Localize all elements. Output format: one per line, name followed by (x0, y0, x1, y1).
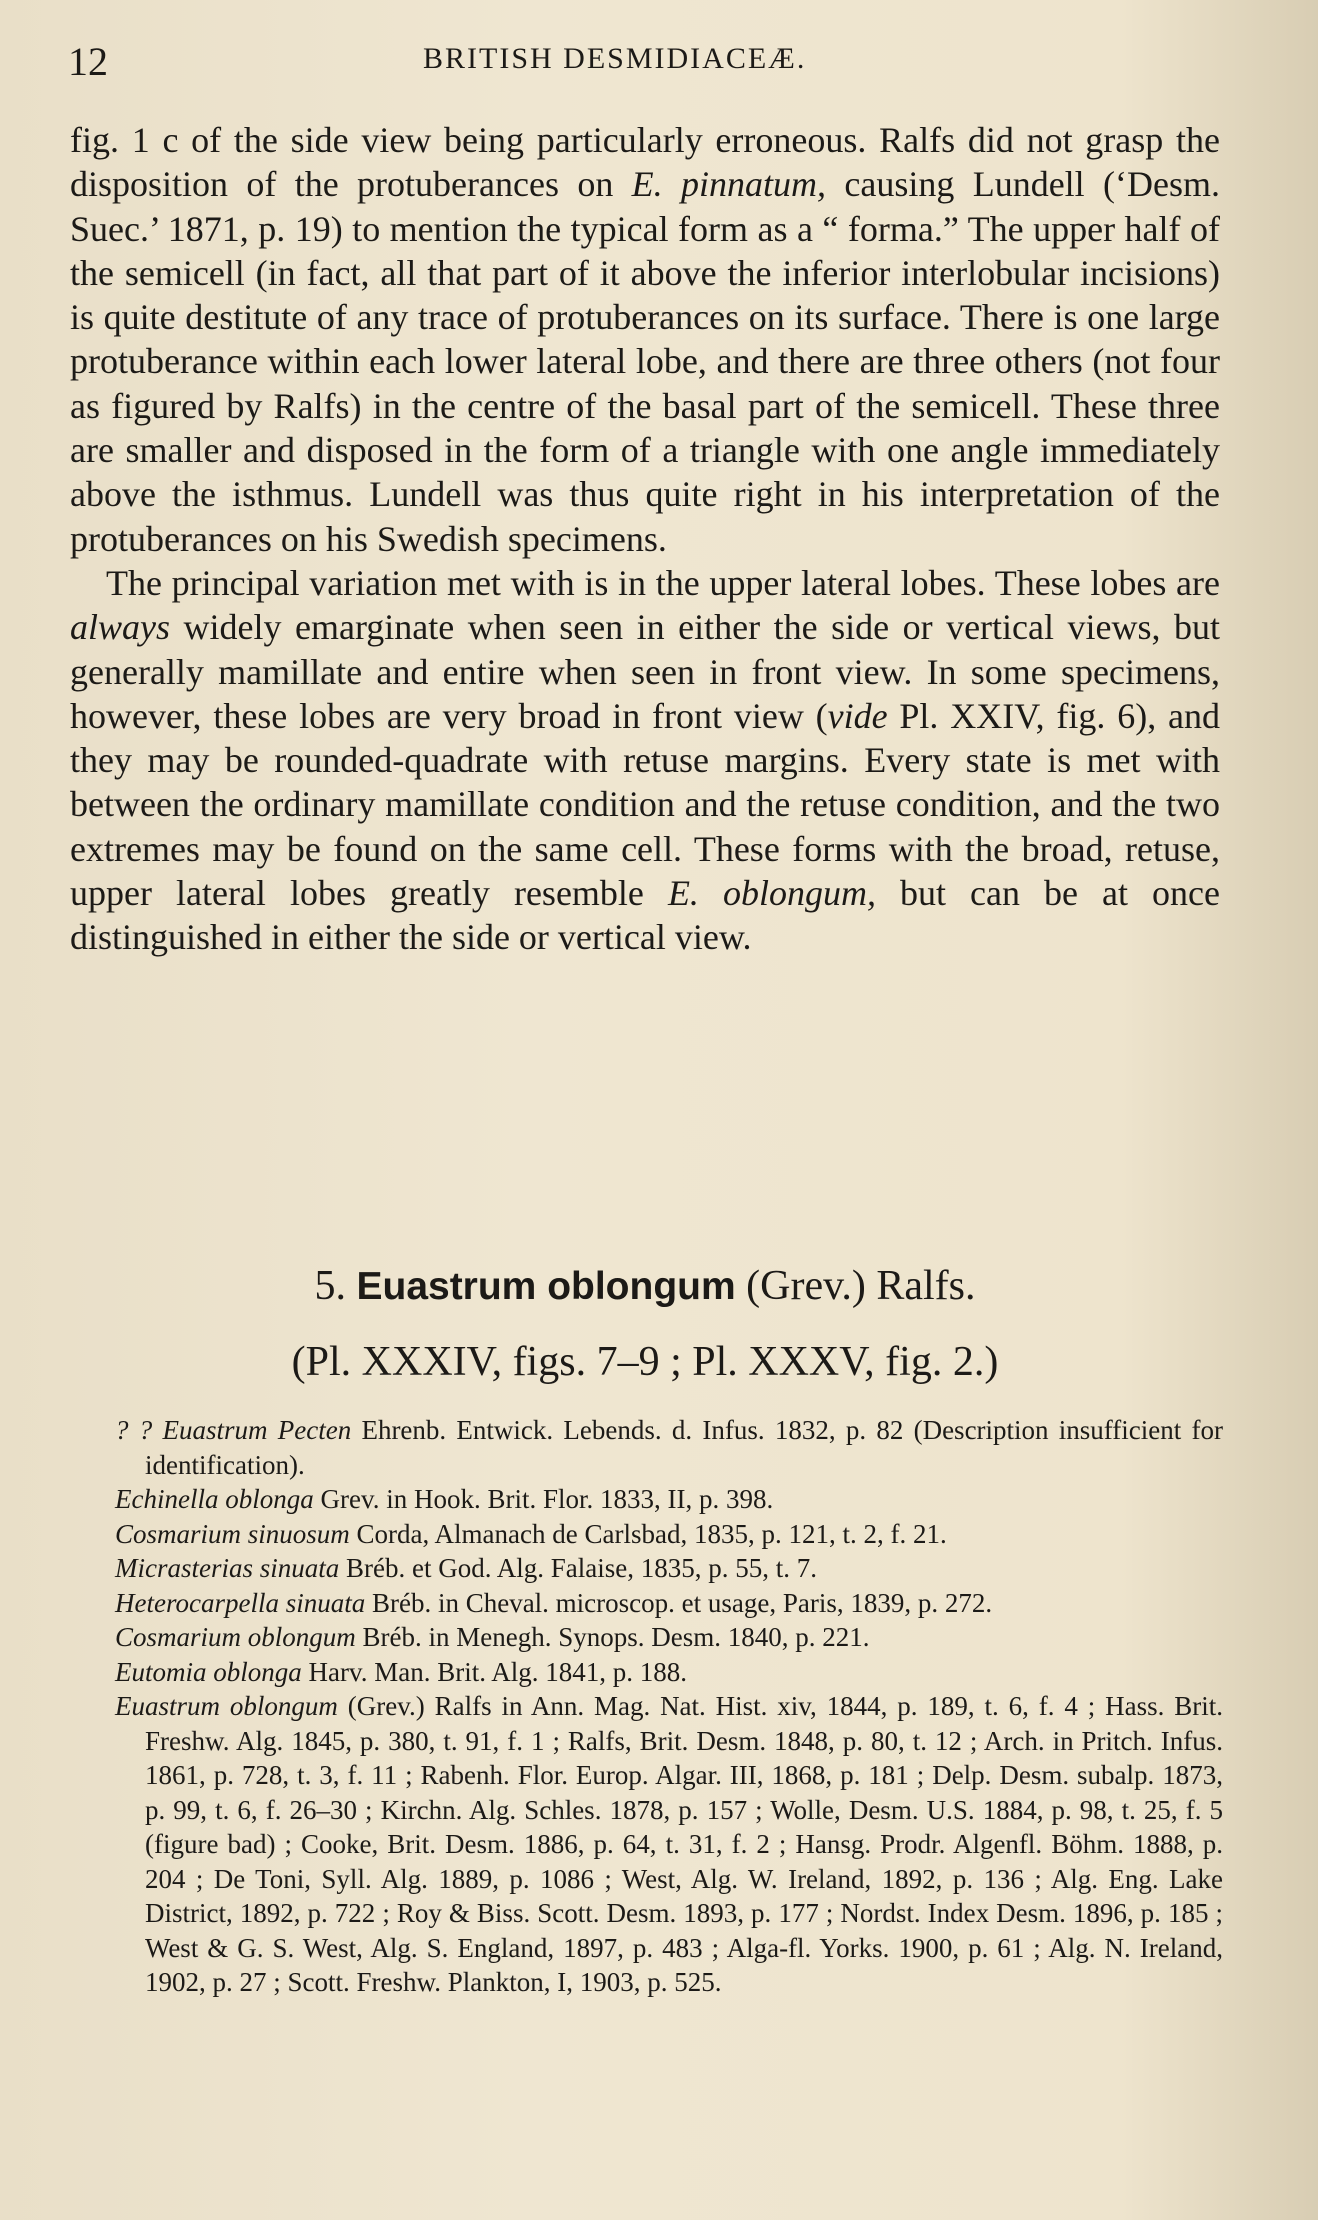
species-authority: (Grev.) Ralfs. (746, 1263, 976, 1309)
synonymy-list (115, 1413, 1223, 2000)
synonym-name: Micrasterias sinuata (115, 1553, 340, 1583)
text-run: but can be at once distinguished in either the side or vertical view. (70, 873, 1220, 958)
text-run: widely emarginate when seen in either the side or vertical views, but generally mamillate and entire when seen in front view. In some specimens, however, these lobes are very broad in front view ( (70, 607, 1220, 736)
synonym-citation: (Grev.) Ralfs in Ann. Mag. Nat. Hist. xiv, 1844, p. 189, t. 6, f. 4 ; Hass. Brit. Freshw. Alg. 1845, p. 380, t. 91, f. 1 ; Ralfs, Brit. Desm. 1848, p. 80, t. 12 ; Arch. in Pritch. Infus. 1861, p. 728, t. 3, f. 11 ; Rabenh. Flor. Europ. Algar. III, 1868, p. 181 ; Delp. Desm. subalp. 1873, p. 99, t. 6, f. 26–30 ; Kirchn. Alg. Schles. 1878, p. 157 ; Wolle, Desm. U.S. 1884, p. 98, t. 25, f. 5 (figure bad) ; Cooke, Brit. Desm. 1886, p. 64, t. 31, f. 2 ; Hansg. Prodr. Algenfl. Böhm. 1888, p. 204 ; De Toni, Syll. Alg. 1889, p. 1086 ; West, Alg. W. Ireland, 1892, p. 136 ; Alg. Eng. Lake District, 1892, p. 722 ; Roy & Biss. Scott. Desm. 1893, p. 177 ; Nordst. Index Desm. 1896, p. 185 ; West & G. S. West, Alg. S. England, 1897, p. 483 ; Alga-fl. Yorks. 1900, p. 61 ; Alg. N. Ireland, 1902, p. 27 ; Scott. Freshw. Plankton, I, 1903, p. 525. (145, 1691, 1223, 1997)
synonymy-entry (115, 1482, 1223, 1517)
synonym-citation: Grev. in Hook. Brit. Flor. 1833, II, p. 398. (313, 1484, 774, 1514)
italic-run: E. oblongum, (667, 873, 876, 914)
paragraph-2 (70, 561, 1220, 960)
text-run: The principal variation met with is in the upper lateral lobes. These lobes are (106, 562, 1220, 603)
synonym-citation: Bréb. in Cheval. microscop. et usage, Paris, 1839, p. 272. (365, 1587, 993, 1618)
synonymy-entry (115, 1551, 1223, 1586)
synonym-citation: Bréb. et God. Alg. Falaise, 1835, p. 55, t. 7. (339, 1553, 817, 1583)
italic-run: always (70, 607, 171, 648)
synonym-citation: Bréb. in Menegh. Synops. Desm. 1840, p. 221. (355, 1622, 870, 1652)
synonymy-entry (115, 1413, 1223, 1482)
species-name: Euastrum oblongum (356, 1265, 736, 1308)
species-heading (70, 1262, 1220, 1310)
italic-run: E. pinnatum, (631, 164, 827, 205)
paragraph-1 (70, 118, 1220, 561)
synonym-citation: Ehrenb. Entwick. Lebends. d. Infus. 1832, p. 82 (Description insufficient for identification). (145, 1415, 1224, 1480)
italic-run: vide (827, 695, 888, 736)
page-header (68, 38, 1218, 88)
synonym-citation: Corda, Almanach de Carlsbad, 1835, p. 121, t. 2, f. 21. (349, 1518, 947, 1549)
text-run: causing Lundell (‘Desm. Suec.’ 1871, p. 19) to mention the typical form as a “ forma.” The upper half of the semicell (in fact, all that part of it above the inferior interlobular incisions) is quite destitute of any trace of protuberances on its surface. There is one large protuberance within each lower lateral lobe, and there are three others (not four as figured by Ralfs) in the centre of the basal part of the semicell. These three are smaller and disposed in the form of a triangle with one angle immediately above the isthmus. Lundell was thus quite right in his interpretation of the protuberances on his Swedish specimens. (70, 164, 1221, 559)
uncertain-mark: ? ? (115, 1415, 163, 1445)
text-run: fig. 1 c of the side view being particularly erroneous. Ralfs did not grasp the disposition of the protuberances on (70, 120, 1220, 205)
synonymy-entry (115, 1655, 1223, 1690)
synonym-citation: Harv. Man. Brit. Alg. 1841, p. 188. (301, 1656, 687, 1687)
plate-reference: (Pl. XXXIV, figs. 7–9 ; Pl. XXXV, fig. 2.) (291, 1339, 999, 1385)
synonym-name: Euastrum Pecten (162, 1415, 352, 1445)
synonymy-entry (115, 1586, 1223, 1621)
synonym-name: Cosmarium oblongum (115, 1622, 356, 1652)
synonym-name: Echinella oblonga (115, 1484, 314, 1514)
page-number: 12 (68, 39, 108, 84)
synonym-name: Cosmarium sinuosum (115, 1518, 350, 1549)
synonymy-entry (115, 1517, 1223, 1552)
running-head: BRITISH DESMIDIACEÆ. (423, 42, 807, 75)
body-text (70, 118, 1220, 960)
synonym-name: Eutomia oblonga (115, 1656, 302, 1687)
synonymy-entry (115, 1689, 1223, 2000)
text-run: Pl. XXIV, fig. 6), and they may be rounded-quadrate with retuse margins. Every state is met with between the ordinary mamillate condition and the retuse condition, and the two extremes may be found on the same cell. These forms with the broad, retuse, upper lateral lobes greatly resemble (70, 695, 1220, 914)
synonymy-entry (115, 1620, 1223, 1655)
species-number: 5. (314, 1263, 346, 1309)
synonym-name: Heterocarpella sinuata (115, 1587, 366, 1618)
synonym-name: Euastrum oblongum (115, 1691, 338, 1721)
